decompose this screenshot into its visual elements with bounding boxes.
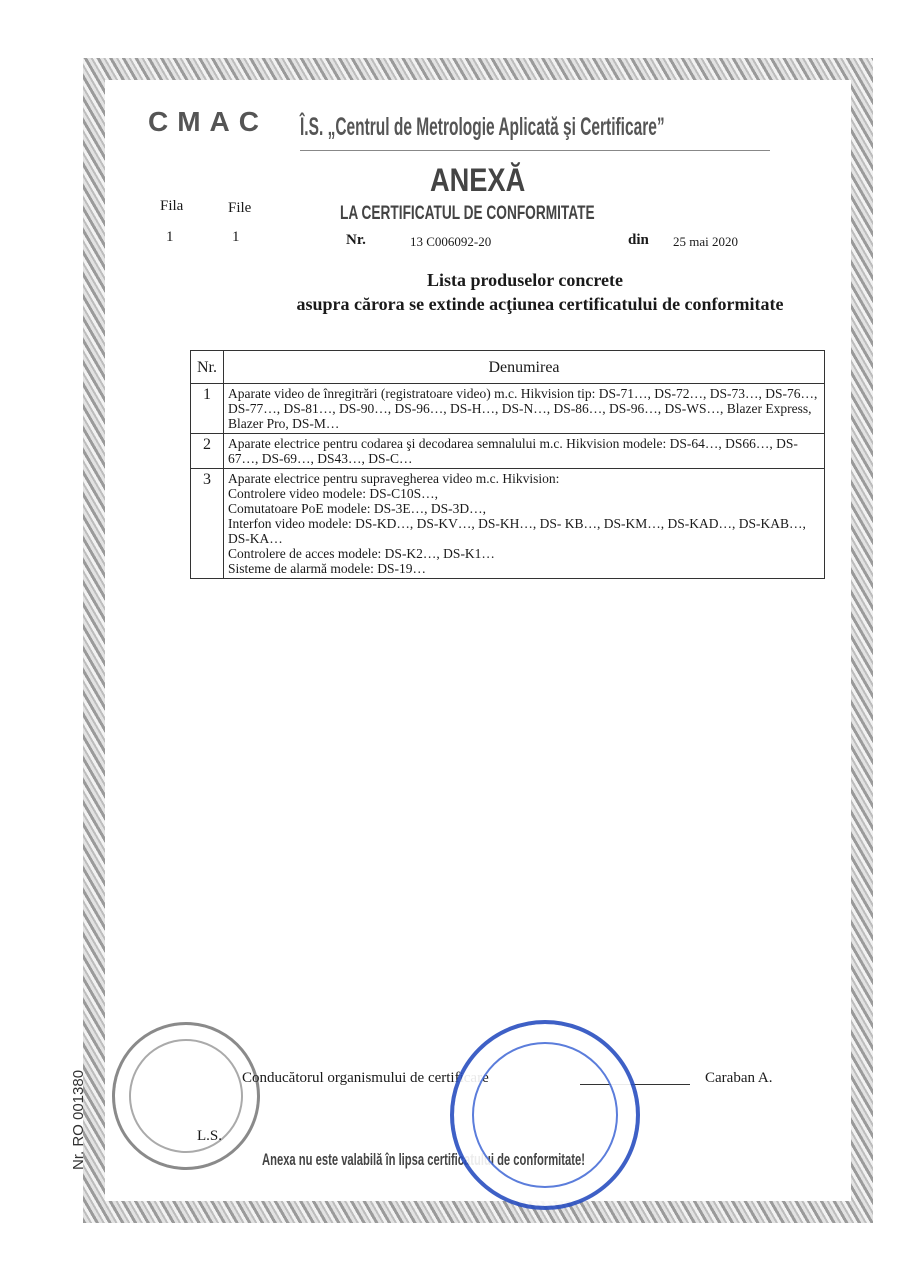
row-line: Interfon video modele: DS-KD…, DS-KV…, DS-KH…, DS- KB…, DS-KM…, DS-KAD…, DS-KAB…, DS-KA… — [228, 516, 806, 546]
row-line: Controlere video modele: DS-C10S…, — [228, 486, 438, 501]
side-serial-number: Nr. RO 001380 — [70, 1069, 87, 1170]
row-line: Aparate electrice pentru codarea şi decodarea semnalului m.c. Hikvision modele: DS-64…, DS66…, DS-67…, DS-69…, DS43…, DS-C… — [228, 436, 798, 466]
file-label: File — [228, 200, 252, 216]
certificate-number: 13 C006092-20 — [410, 234, 492, 249]
signatory-label: Conducătorul organismului de certificare — [242, 1070, 489, 1086]
products-table — [190, 350, 825, 579]
cmac-logo: CMAC — [148, 106, 268, 137]
ls-label: L.S. — [197, 1128, 223, 1144]
table-row — [191, 384, 825, 434]
row-line: Comutatoare PoE modele: DS-3E…, DS-3D…, — [228, 501, 486, 516]
divider — [300, 150, 770, 151]
table-row — [191, 434, 825, 469]
file-value: 1 — [232, 229, 240, 245]
fila-value: 1 — [166, 229, 174, 245]
list-title-line2: asupra cărora se extinde acţiunea certificatului de conformitate — [296, 294, 784, 314]
table-row — [191, 469, 825, 579]
row-description — [224, 469, 825, 579]
certificate-date: 25 mai 2020 — [673, 234, 738, 249]
signatory-name: Caraban A. — [705, 1070, 773, 1086]
row-line: Controlere de acces modele: DS-K2…, DS-K1… — [228, 546, 495, 561]
document-subtitle: LA CERTIFICATUL DE CONFORMITATE — [340, 203, 595, 224]
header-denumirea: Denumirea — [224, 351, 825, 384]
row-line: Sisteme de alarmă modele: DS-19… — [228, 561, 426, 576]
din-label: din — [628, 232, 649, 248]
row-number: 3 — [191, 469, 224, 579]
row-line: Aparate video de înregitrări (registratoare video) m.c. Hikvision tip: DS-71…, DS-72…, DS-73…, DS-76…, DS-77…, DS-81…, DS-90…, DS-96…, DS-H…, DS-N…, DS-86…, DS-96…, DS-WS…, Blazer Express, Blazer Pro, DS-M… — [228, 386, 818, 431]
row-number: 2 — [191, 434, 224, 469]
validity-notice: Anexa nu este valabilă în lipsa certificatului de conformitate! — [262, 1150, 585, 1169]
company-stamp — [450, 1020, 640, 1210]
document-title: ANEXĂ — [430, 162, 526, 198]
row-description — [224, 434, 825, 469]
header-nr: Nr. — [191, 351, 224, 384]
list-title-line1: Lista produselor concrete — [427, 270, 623, 290]
row-line: Aparate electrice pentru supravegherea video m.c. Hikvision: — [228, 471, 560, 486]
organization-name: Î.S. „Centrul de Metrologie Aplicată şi Certificare” — [300, 113, 665, 141]
table-header-row — [191, 351, 825, 384]
row-description — [224, 384, 825, 434]
row-number: 1 — [191, 384, 224, 434]
fila-label: Fila — [160, 198, 184, 214]
nr-label: Nr. — [346, 232, 366, 248]
